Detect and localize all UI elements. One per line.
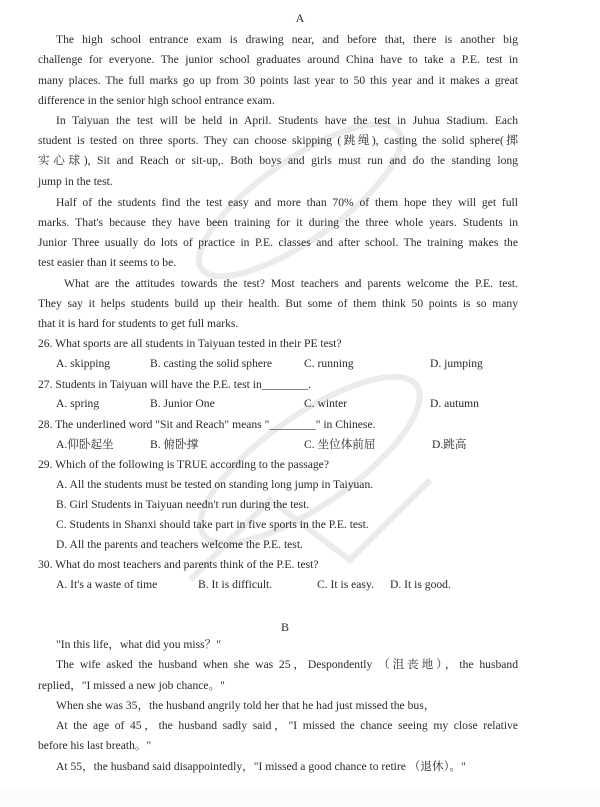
- paragraph-line: replied，"I missed a new job chance。": [38, 679, 225, 692]
- paragraph-line: difference in the senior high school entrance exam.: [38, 94, 275, 107]
- option-a: A. skipping: [56, 357, 111, 370]
- option-c: C. 坐位体前屈: [304, 438, 376, 451]
- question-27: 27. Students in Taiyuan will have the P.E. test in________.: [38, 378, 312, 391]
- option-a: A.仰卧起坐: [56, 438, 114, 451]
- option-c: C. Students in Shanxi should take part in five sports in the P.E. test.: [56, 518, 369, 531]
- paragraph-line: marks. That's because they have been training for it during the three whole years. Students in: [38, 216, 518, 229]
- paragraph-line: The high school entrance exam is drawing near, and before that, there is another big: [56, 33, 518, 46]
- paragraph-line: 实心球), Sit and Reach or sit-up,. Both boys and girls must run and do the standing long: [38, 154, 518, 167]
- question-28: 28. The underlined word "Sit and Reach" means "________" in Chinese.: [38, 418, 376, 431]
- option-b: B. Girl Students in Taiyuan needn't run during the test.: [56, 498, 310, 511]
- paragraph-line: At 55，the husband said disappointedly，"I missed a good chance to retire （退休）。": [56, 760, 466, 773]
- paragraph-line: that it is hard for students to get full marks.: [38, 317, 239, 330]
- question-29: 29. Which of the following is TRUE according to the passage?: [38, 458, 329, 471]
- option-d: D. All the parents and teachers welcome the P.E. test.: [56, 538, 303, 551]
- option-d: D. It is good.: [390, 578, 451, 591]
- paragraph-line: The wife asked the husband when she was 25，Despondently （沮丧地），the husband: [56, 658, 518, 671]
- paragraph-line: "In this life，what did you miss？": [56, 638, 222, 651]
- paragraph-line: before his last breath。": [38, 739, 152, 752]
- paragraph-line: In Taiyuan the test will be held in April. Students have the test in Juhua Stadium. Each: [56, 114, 518, 127]
- paragraph-line: test easier than it seems to be.: [38, 256, 177, 269]
- paragraph-line: Junior Three usually do lots of practice in P.E. classes and after school. The training makes the: [38, 236, 518, 249]
- option-a: A. spring: [56, 397, 100, 410]
- option-c: C. It is easy.: [317, 578, 374, 591]
- option-d: D. jumping: [430, 357, 483, 370]
- option-b: B. Junior One: [150, 397, 215, 410]
- question-26: 26. What sports are all students in Taiyuan tested in their PE test?: [38, 337, 342, 350]
- question-30: 30. What do most teachers and parents think of the P.E. test?: [38, 558, 319, 571]
- option-b: B. 俯卧撑: [150, 438, 199, 451]
- paragraph-line: challenge for everyone. The junior school graduates around China have to take a P.E. test in: [38, 53, 518, 66]
- paragraph-line: many places. The full marks go up from 30 points last year to 50 this year and it makes a great: [38, 74, 518, 87]
- paragraph-line: When she was 35，the husband angrily told her that he had just missed the bus，: [56, 699, 436, 712]
- option-b: B. It is difficult.: [198, 578, 273, 591]
- option-d: D.跳高: [432, 438, 467, 451]
- paragraph-line: What are the attitudes towards the test? Most teachers and parents welcome the P.E. test.: [64, 277, 518, 290]
- option-b: B. casting the solid sphere: [150, 357, 273, 370]
- passage-a-title: A: [295, 11, 305, 25]
- paragraph-line: At the age of 45，the husband sadly said，"I missed the chance seeing my close relative: [56, 719, 518, 732]
- option-c: C. running: [304, 357, 354, 370]
- passage-b-title: B: [280, 620, 289, 634]
- option-c: C. winter: [304, 397, 348, 410]
- paragraph-line: student is tested on three sports. They can choose skipping (跳绳), casting the solid sphere(掷: [38, 134, 518, 147]
- paragraph-line: They say it helps students build up their health. But some of them think 50 points is so many: [38, 297, 518, 310]
- paragraph-line: Half of the students find the test easy and more than 70% of them hope they will get full: [56, 196, 518, 209]
- option-a: A. All the students must be tested on standing long jump in Taiyuan.: [56, 478, 374, 491]
- option-a: A. It's a waste of time: [56, 578, 158, 591]
- option-d: D. autumn: [430, 397, 479, 410]
- paragraph-line: jump in the test.: [38, 175, 113, 188]
